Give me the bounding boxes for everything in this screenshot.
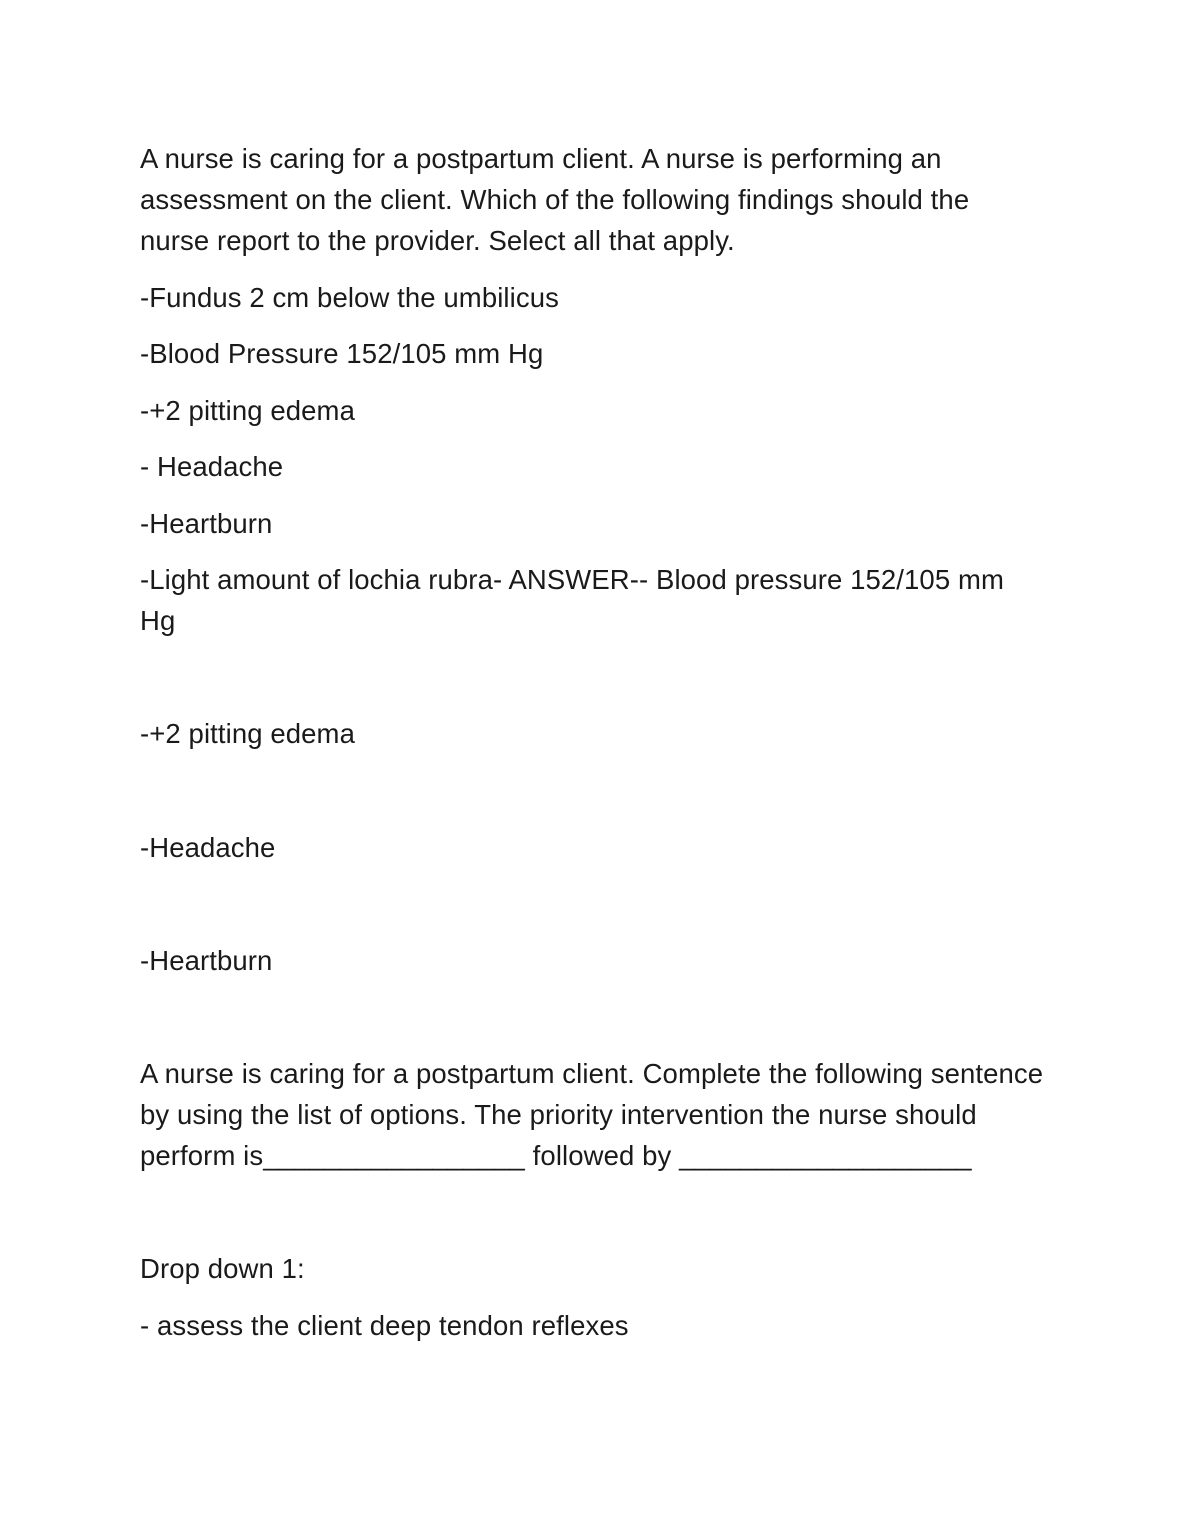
question-2-stem: A nurse is caring for a postpartum client. Complete the following sentence by using the list of options. The priority intervention the nurse should perform is_________________ followed by ___________________ bbox=[140, 1058, 1044, 1171]
q1-option-lochia-with-answer: -Light amount of lochia rubra- ANSWER-- Blood pressure 152/105 mm Hg bbox=[140, 564, 1004, 636]
q1-option-fundus: -Fundus 2 cm below the umbilicus bbox=[140, 282, 559, 313]
q2-dropdown-option: - assess the client deep tendon reflexes bbox=[140, 1310, 629, 1341]
q1-answer-pitting-edema: -+2 pitting edema bbox=[140, 718, 355, 749]
q1-option-blood-pressure: -Blood Pressure 152/105 mm Hg bbox=[140, 338, 544, 369]
q1-answer-headache: -Headache bbox=[140, 832, 276, 863]
q1-option-heartburn: -Heartburn bbox=[140, 508, 273, 539]
question-1-stem: A nurse is caring for a postpartum client. A nurse is performing an assessment on the client. Which of the following findings should the nurse report to the provider. Select all that apply. bbox=[140, 143, 970, 256]
q1-option-pitting-edema: -+2 pitting edema bbox=[140, 395, 355, 426]
q1-answer-heartburn: -Heartburn bbox=[140, 945, 273, 976]
q2-dropdown-label: Drop down 1: bbox=[140, 1253, 305, 1284]
q1-option-headache: - Headache bbox=[140, 451, 284, 482]
